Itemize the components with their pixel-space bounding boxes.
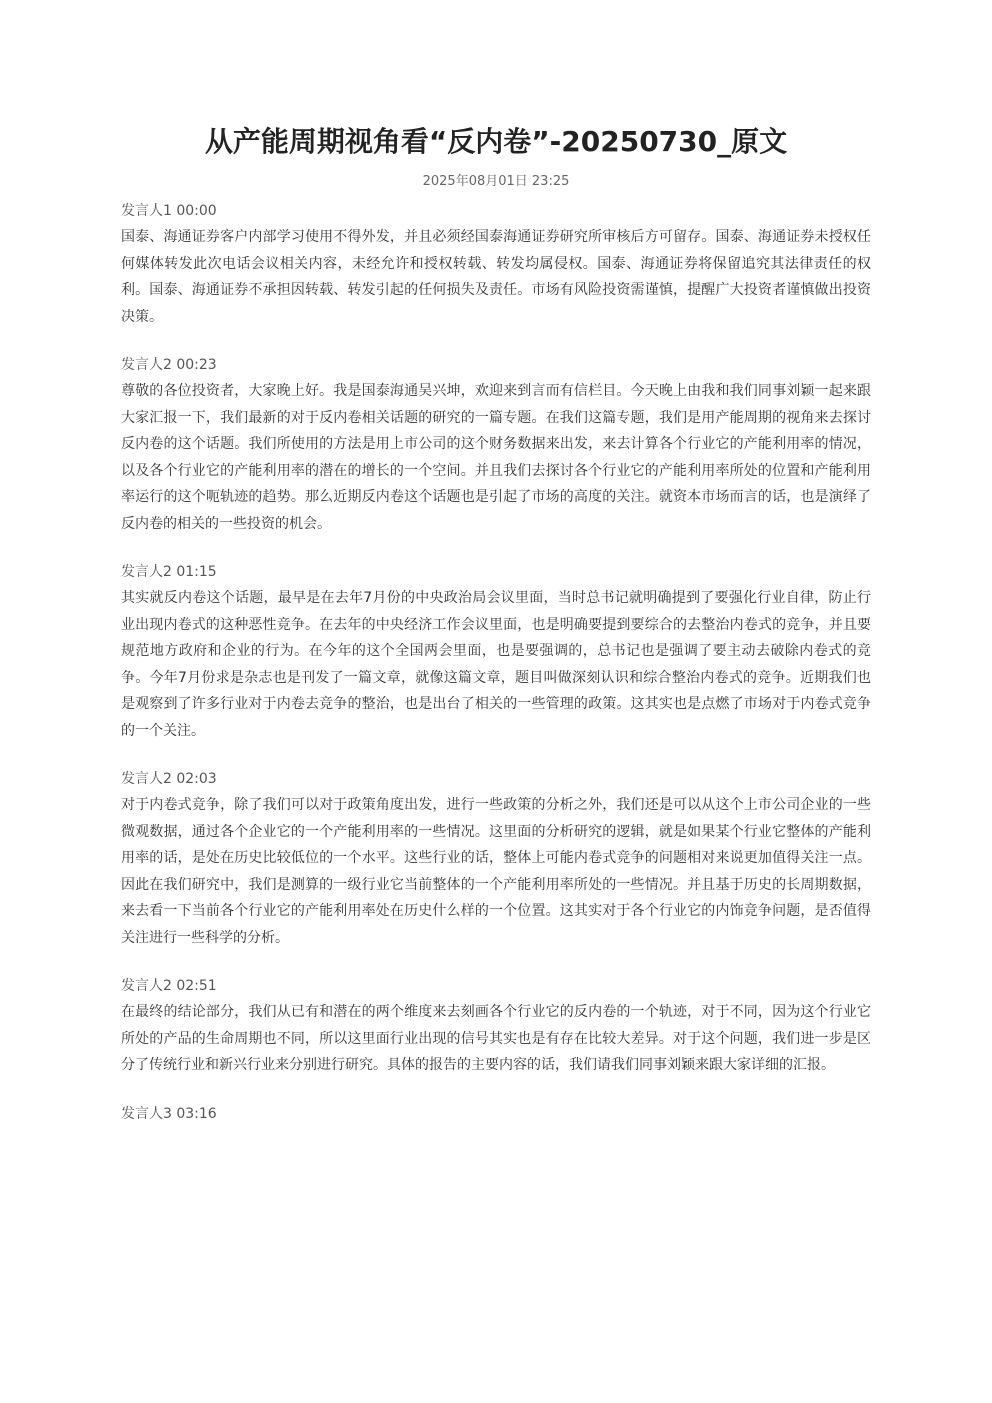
document-title: 从产能周期视角看“反内卷”-20250730_原文 bbox=[204, 125, 788, 158]
speech-text: 其实就反内卷这个话题，最早是在去年7月份的中央政治局会议里面，当时总书记就明确提到了要强化行业自律，防止行业出现内卷式的这种恶性竞争。在去年的中央经济工作会议里面，也是明确要提到要综合的去整治内卷式的竞争，并且要规范地方政府和企业的行为。在今年的这个全国两会里面，也是要强调的，总书记也是强调了要主动去破除内卷式的竞争。今年7月份求是杂志也是刊发了一篇文章，就像这篇文章，题目叫做深刻认识和综合整治内卷式的竞争。近期我们也是观察到了许多行业对于内卷去竞争的整治，也是出台了相关的一些管理的政策。这其实也是点燃了市场对于内卷式竞争的一个关注。 bbox=[121, 590, 871, 739]
document-date: 2025年08月01日 23:25 bbox=[422, 174, 570, 189]
transcript-segment bbox=[121, 352, 871, 537]
speech-text: 对于内卷式竞争，除了我们可以对于政策角度出发，进行一些政策的分析之外，我们还是可以从这个上市公司企业的一些微观数据，通过各个企业它的一个产能利用率的一些情况。这里面的分析研究的逻辑，就是如果某个行业它整体的产能利用率的话，是处在历史比较低位的一个水平。这些行业的话，整体上可能内卷式竞争的问题相对来说更加值得关注一点。因此在我们研究中，我们是测算的一级行业它当前整体的一个产能利用率所处的一些情况。并且基于历史的长周期数据，来去看一下当前各个行业它的产能利用率处在历史什么样的一个位置。这其实对于各个行业它的内饰竞争问题，是否值得关注进行一些科学的分析。 bbox=[121, 797, 871, 946]
document-page bbox=[121, 0, 871, 1149]
speech-text: 尊敬的各位投资者，大家晚上好。我是国泰海通吴兴坤，欢迎来到言而有信栏目。今天晚上由我和我们同事刘颖一起来跟大家汇报一下，我们最新的对于反内卷相关话题的研究的一篇专题。在我们这篇专题，我们是用产能周期的视角来去探讨反内卷的这个话题。我们所使用的方法是用上市公司的这个财务数据来出发，来去计算各个行业它的产能利用率的情况，以及各个行业它的产能利用率的潜在的增长的一个空间。并且我们去探讨各个行业它的产能利用率所处的位置和产能利用率运行的这个呃轨迹的趋势。那么近期反内卷这个话题也是引起了市场的高度的关注。就资本市场而言的话，也是演绎了反内卷的相关的一些投资的机会。 bbox=[121, 383, 871, 532]
speech-text: 在最终的结论部分，我们从已有和潜在的两个维度来去刻画各个行业它的反内卷的一个轨迹，对于不同，因为这个行业它所处的产品的生命周期也不同，所以这里面行业出现的信号其实也是有存在比较大差异。对于这个问题，我们进一步是区分了传统行业和新兴行业来分别进行研究。具体的报告的主要内容的话，我们请我们同事刘颖来跟大家详细的汇报。 bbox=[121, 1004, 871, 1073]
speaker-timestamp: 发言人3 03:16 bbox=[121, 1105, 217, 1122]
transcript-segment bbox=[121, 198, 871, 330]
transcript-segment bbox=[121, 1101, 871, 1127]
speaker-timestamp: 发言人2 02:03 bbox=[121, 771, 217, 787]
speaker-timestamp: 发言人2 02:51 bbox=[121, 978, 217, 994]
speaker-timestamp: 发言人1 00:00 bbox=[121, 203, 217, 219]
speaker-timestamp: 发言人2 00:23 bbox=[121, 357, 217, 373]
speech-text: 国泰、海通证券客户内部学习使用不得外发，并且必须经国泰海通证券研究所审核后方可留存。国泰、海通证券未授权任何媒体转发此次电话会议相关内容，未经允许和授权转载、转发均属侵权。国泰、海通证券将保留追究其法律责任的权利。国泰、海通证券不承担因转载、转发引起的任何损失及责任。市场有风险投资需谨慎，提醒广大投资者谨慎做出投资决策。 bbox=[121, 229, 871, 325]
speaker-timestamp: 发言人2 01:15 bbox=[121, 564, 217, 580]
transcript bbox=[121, 198, 871, 1127]
transcript-segment bbox=[121, 973, 871, 1079]
transcript-segment bbox=[121, 559, 871, 744]
transcript-segment bbox=[121, 766, 871, 951]
